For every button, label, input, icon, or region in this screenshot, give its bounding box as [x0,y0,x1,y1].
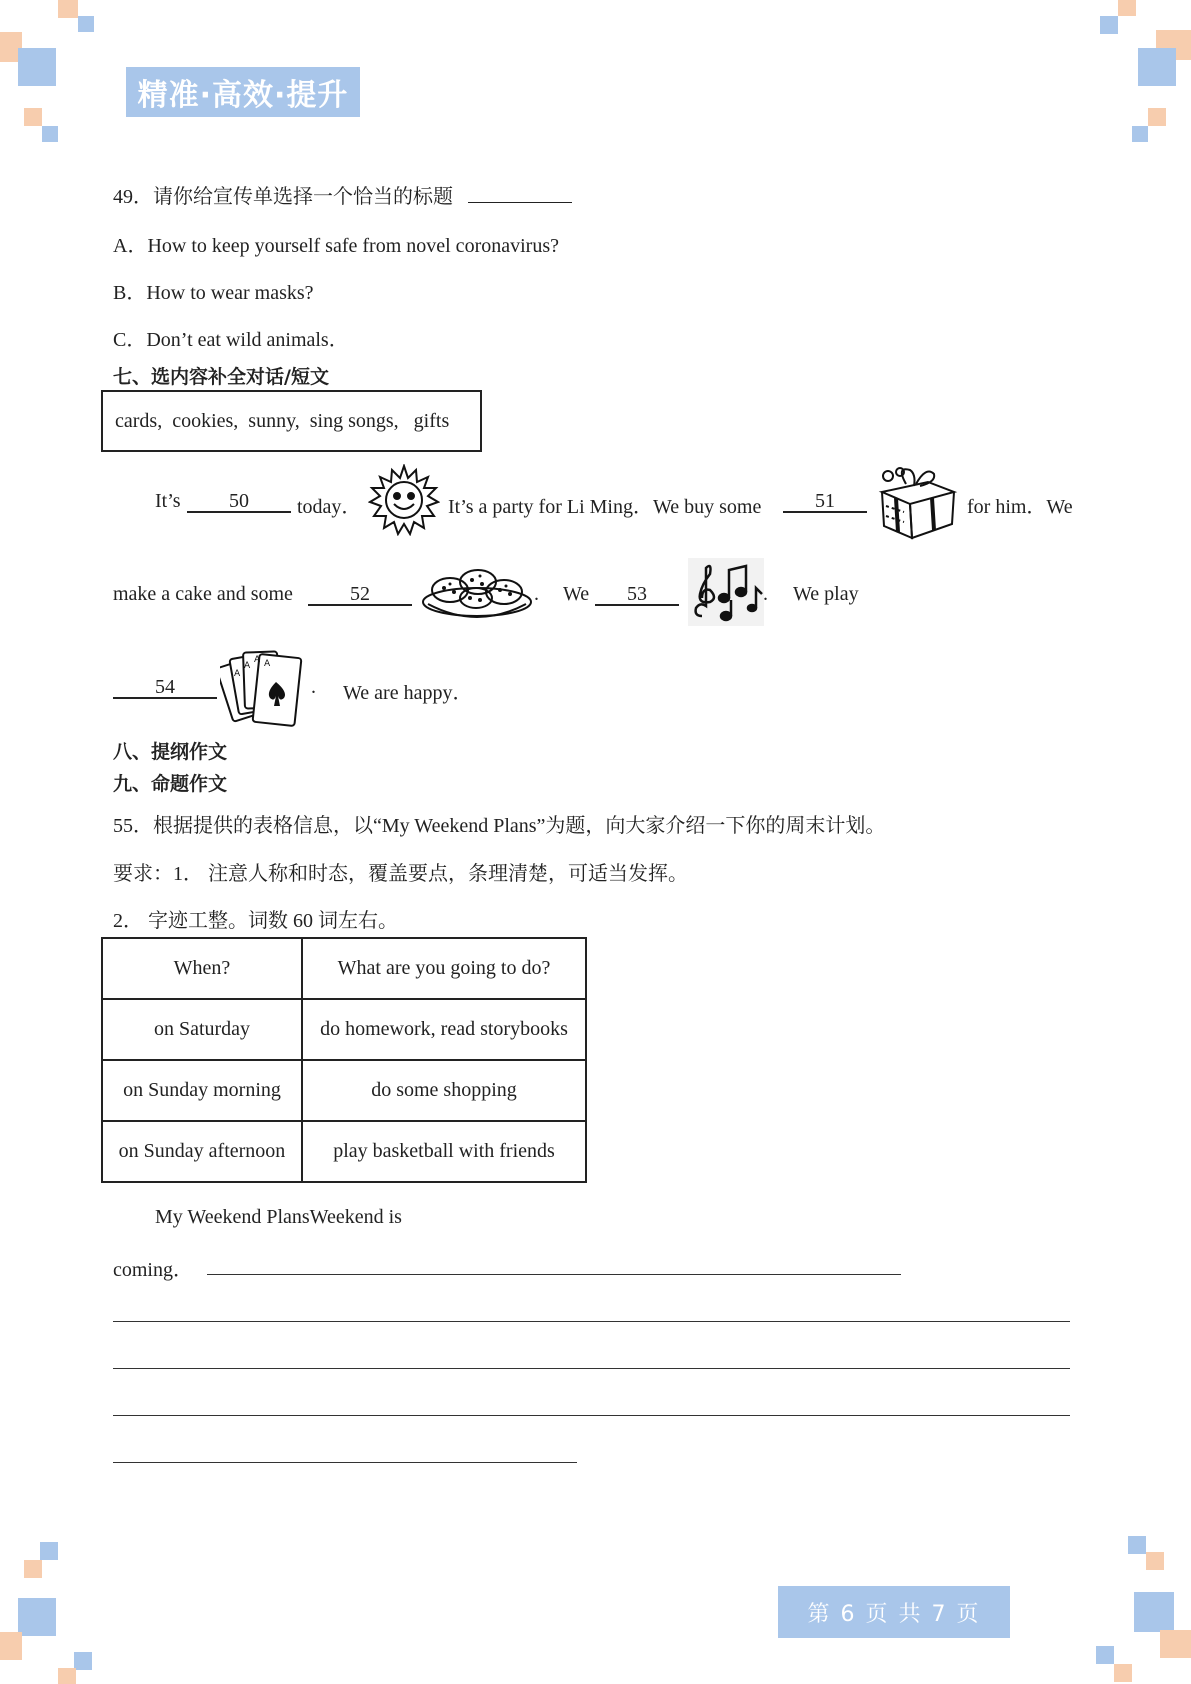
table-cell: on Saturday [102,999,302,1060]
decor-square [58,0,78,18]
decor-square [58,1668,76,1684]
blank-50[interactable] [187,490,291,513]
q49-prompt-text: 49．请你给宣传单选择一个恰当的标题 [113,186,453,208]
passage-text: today． [297,496,362,518]
decor-square [1146,1552,1164,1570]
decor-square [18,48,56,86]
requirement-2: 2． 字迹工整。词数 60 词左右。 [113,910,398,932]
table-cell: on Sunday afternoon [102,1121,302,1182]
decor-square [24,1560,42,1578]
table-row [102,999,586,1060]
table-header: When? [102,938,302,999]
table-header: What are you going to do? [302,938,586,999]
passage-text: for him．We [967,496,1073,518]
decor-square [1148,108,1166,126]
blank-number: 53 [595,584,679,606]
blank-52[interactable] [308,583,412,606]
table-cell: play basketball with friends [302,1121,586,1182]
passage-text: It’s [155,490,181,512]
passage-text: We play [793,583,859,605]
svg-text:A: A [244,661,251,671]
svg-text:A: A [234,669,241,679]
passage-text: . [763,583,768,605]
table-cell: on Sunday morning [102,1060,302,1121]
passage-text: . [311,676,316,698]
blank-number: 52 [308,584,412,606]
plan-table [101,937,587,1183]
section-heading: 七、选内容补全对话/短文 [113,366,329,388]
decor-square [1132,126,1148,142]
blank-number: 51 [783,491,867,513]
sun-icon [368,464,440,536]
passage-text: We are happy． [343,682,473,704]
q49-option-a: A．How to keep yourself safe from novel coronavirus? [113,235,559,257]
decor-square [1160,1630,1191,1658]
decor-square [78,16,94,32]
decor-square [1134,1592,1174,1632]
decor-square [1128,1536,1146,1554]
passage-text: It’s a party for Li Ming．We buy some [448,496,762,518]
essay-title-line: My Weekend PlansWeekend is [155,1206,402,1228]
music-notes-icon [688,558,764,626]
section-heading: 九、命题作文 [113,773,228,795]
passage-text: . [534,583,539,605]
table-row [102,1060,586,1121]
decor-square [42,126,58,142]
q49-option-b: B．How to wear masks? [113,282,314,304]
blank-54[interactable] [113,676,217,699]
passage-text: make a cake and some [113,583,293,605]
decor-square [24,108,42,126]
q55-prompt: 55．根据提供的表格信息，以“My Weekend Plans”为题，向大家介绍一下你的周末计划。 [113,815,886,837]
decor-square [18,1598,56,1636]
word-bank: cards, cookies, sunny, sing songs, gifts [101,390,482,452]
passage-text: We [563,583,590,605]
decor-square [40,1542,58,1560]
cookies-plate-icon [420,560,534,622]
page-number: 第 6 页 共 7 页 [778,1586,1010,1638]
requirement-1: 要求：1． 注意人称和时态，覆盖要点，条理清楚，可适当发挥。 [113,863,688,885]
section-heading: 八、提纲作文 [113,741,228,763]
decor-square [1118,0,1136,16]
decor-square [1100,16,1118,34]
svg-text:A: A [264,659,271,669]
table-cell: do homework, read storybooks [302,999,586,1060]
decor-square [74,1652,92,1670]
blank-53[interactable] [595,583,679,606]
q49-option-c: C．Don’t eat wild animals． [113,329,349,351]
decor-square [0,1632,22,1660]
writing-line[interactable] [113,1415,1070,1416]
writing-line[interactable] [113,1368,1070,1369]
decor-square [1114,1664,1132,1682]
answer-blank[interactable] [468,202,572,203]
writing-line[interactable] [113,1462,577,1463]
q49-prompt [113,180,572,209]
writing-line[interactable] [207,1274,901,1275]
svg-text:A: A [254,655,261,665]
table-row [102,1121,586,1182]
gift-box-icon [876,462,958,540]
playing-cards-icon [220,648,308,730]
table-header-row [102,938,586,999]
blank-number: 54 [113,677,217,699]
blank-number: 50 [187,491,291,513]
essay-start-line: coming． [113,1259,193,1281]
table-cell: do some shopping [302,1060,586,1121]
writing-line[interactable] [113,1321,1070,1322]
blank-51[interactable] [783,490,867,513]
decor-square [1096,1646,1114,1664]
header-banner: 精准·高效·提升 [126,67,360,117]
decor-square [1138,48,1176,86]
